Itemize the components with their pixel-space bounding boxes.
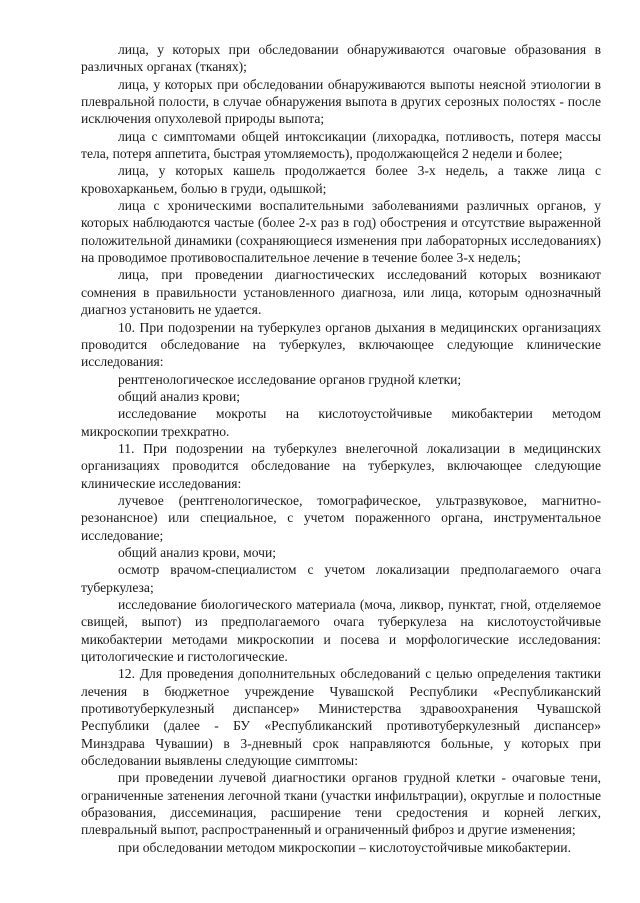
paragraph-microscopy-findings: при обследовании методом микроскопии – кислотоустойчивые микобактерии. bbox=[118, 839, 571, 855]
paragraph-sputum-test: исследование мокроты на кислотоустойчивые микобактерии методом микроскопии трехкратно. bbox=[81, 406, 601, 439]
paragraph-biomaterial-test: исследование биологического материала (моча, ликвор, пунктат, гной, отделяемое свищей, выпот) из предполагаемого очага туберкулеза на кислотоустойчивые микобактерии методами микроскопии и посева и морфологические исследования: цитологические и гистологические. bbox=[81, 597, 601, 665]
paragraph-chronic-inflammation: лица с хроническими воспалительными заболеваниями различных органов, у которых наблюдаются частые (более 2-х раз в год) обострения и отсутствие выраженной положительной динамики (сохраняющиеся изменения при лабораторных исследованиях) на проводимое противовоспалительное лечение в течение более 3-х недель; bbox=[81, 198, 601, 266]
paragraph-pleural-effusion: лица, у которых при обследовании обнаруживаются выпоты неясной этиологии в плевральной полости, в случае обнаружения выпота в других серозных полостях - после исключения опухолевой природы выпота; bbox=[81, 76, 601, 127]
paragraph-item-10: 10. При подозрении на туберкулез органов дыхания в медицинских организациях проводится обследование на туберкулез, включающее следующие клинические исследования: bbox=[81, 319, 601, 370]
paragraph-blood-test: общий анализ крови; bbox=[118, 388, 241, 404]
paragraph-specialist-exam: осмотр врачом-специалистом с учетом локализации предполагаемого очага туберкулеза; bbox=[81, 562, 601, 595]
paragraph-doubtful-diagnosis: лица, при проведении диагностических исследований которых возникают сомнения в правильности установленного диагноза, или лица, которым однозначный диагноз установить не удается. bbox=[81, 267, 601, 318]
paragraph-radiation-diagnostics: лучевое (рентгенологическое, томографическое, ультразвуковое, магнитно-резонансное) или специальное, с учетом пораженного органа, инструментальное исследование; bbox=[81, 492, 601, 543]
document-page bbox=[81, 41, 601, 856]
paragraph-item-12: 12. Для проведения дополнительных обследований с целью определения тактики лечения в бюджетное учреждение Чувашской Республики «Республиканский противотуберкулезный диспансер» Министерства здравоохранения Чувашской Республики (далее - БУ «Республиканский противотуберкулезный диспансер» Минздрава Чувашии) в 3-дневный срок направляются больные, у которых при обследовании выявлены следующие симптомы: bbox=[81, 666, 601, 769]
paragraph-chest-xray: рентгенологическое исследование органов грудной клетки; bbox=[118, 371, 462, 387]
paragraph-blood-urine-test: общий анализ крови, мочи; bbox=[118, 544, 277, 560]
paragraph-intoxication: лица с симптомами общей интоксикации (лихорадка, потливость, потеря массы тела, потеря аппетита, быстрая утомляемость), продолжающейся 2 недели и более; bbox=[81, 128, 601, 162]
paragraph-item-11: 11. При подозрении на туберкулез внелегочной локализации в медицинских организациях проводится обследование на туберкулез, включающее следующие клинические исследования: bbox=[81, 440, 601, 491]
paragraph-focal-lesions: лица, у которых при обследовании обнаруживаются очаговые образования в различных органах (тканях); bbox=[81, 42, 601, 75]
paragraph-cough: лица, у которых кашель продолжается более 3-х недель, а также лица с кровохарканьем, болью в груди, одышкой; bbox=[81, 163, 601, 196]
paragraph-radiation-findings: при проведении лучевой диагностики органов грудной клетки - очаговые тени, ограниченные затенения легочной ткани (участки инфильтрации), округлые и полостные образования, диссеминация, расширение тени средостения и корней легких, плевральный выпот, распространенный и ограниченный фиброз и другие изменения; bbox=[81, 770, 601, 838]
